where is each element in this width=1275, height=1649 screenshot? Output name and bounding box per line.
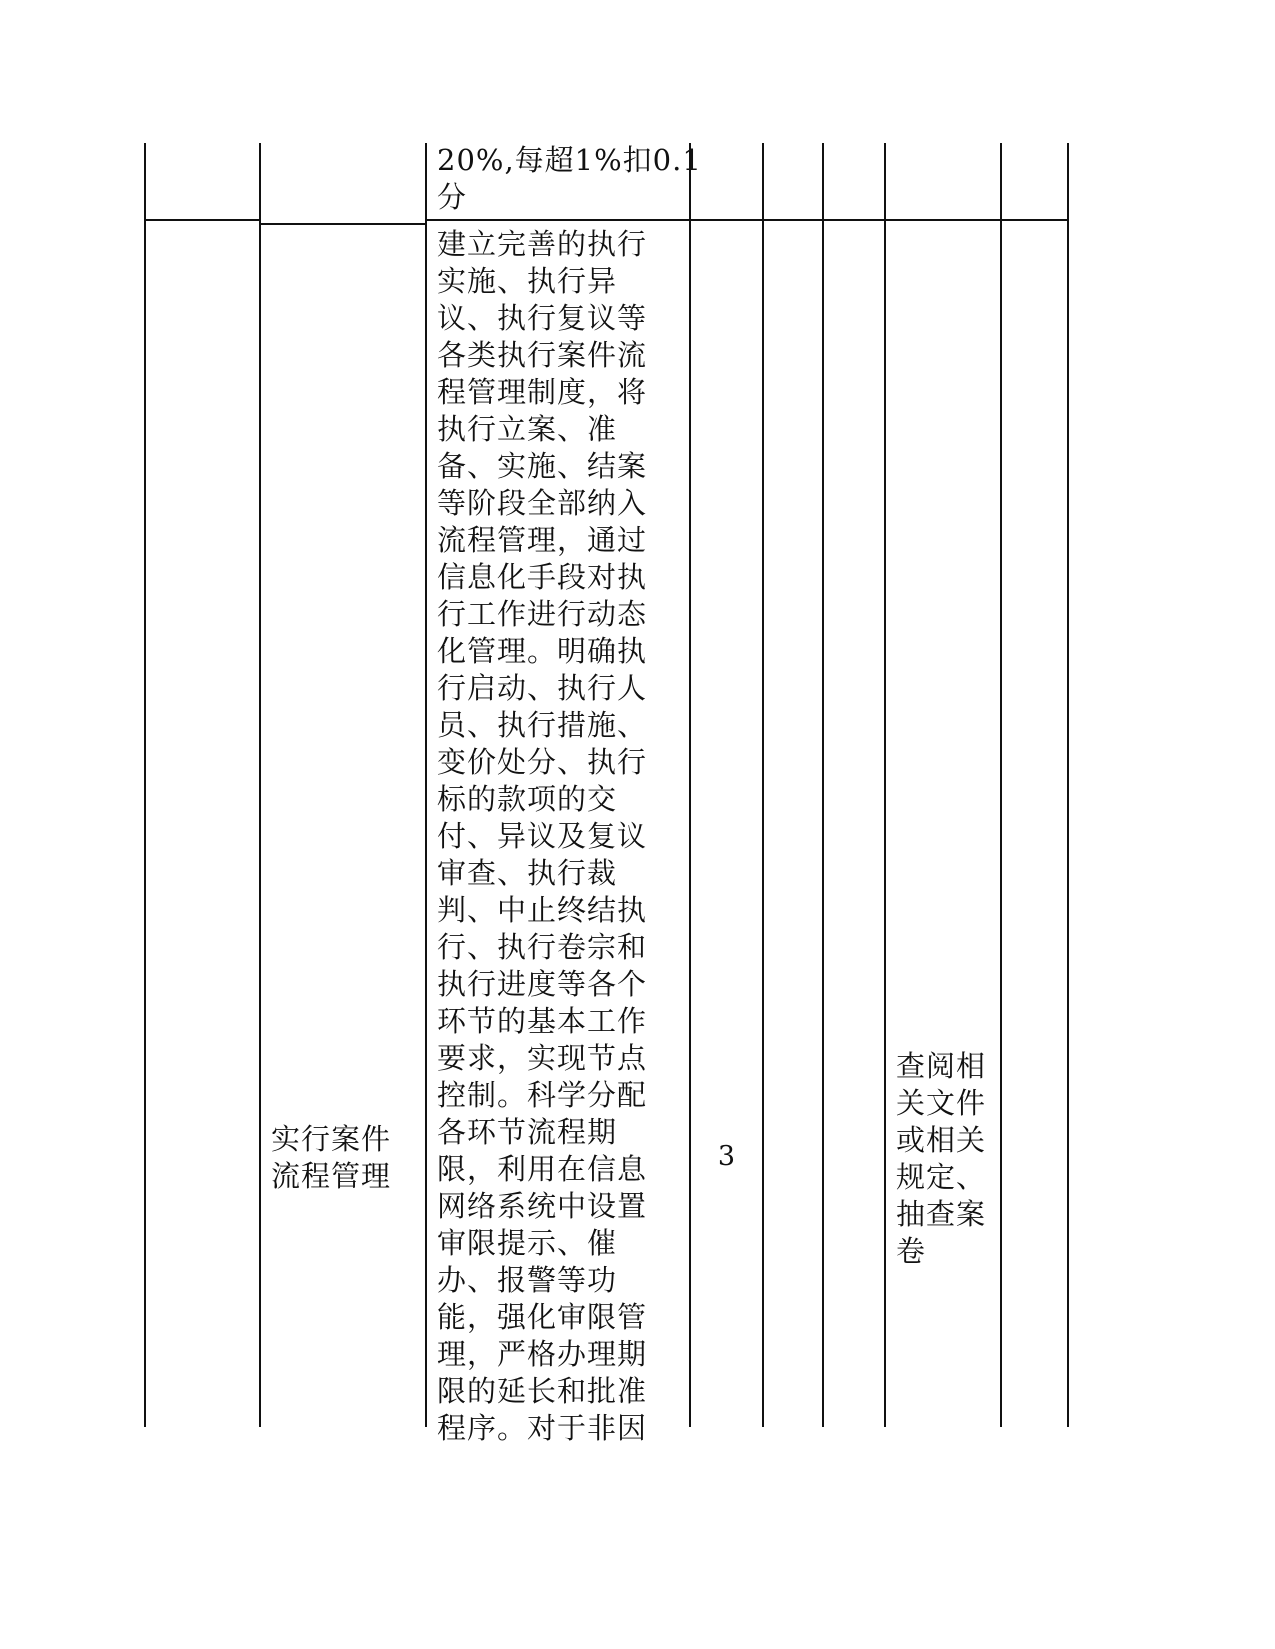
criteria-line: 化管理。明确执: [437, 634, 648, 668]
criteria-line: 程管理制度，将: [437, 375, 648, 409]
method-line: 关文件: [896, 1086, 987, 1120]
criteria-line: 付、异议及复议: [437, 819, 648, 853]
row-separator-col2: [259, 223, 427, 225]
method-line: 查阅相: [896, 1049, 987, 1083]
table-divider-2: [425, 143, 427, 1427]
criteria-line: 程序。对于非因: [437, 1411, 648, 1445]
method-line: 抽查案: [896, 1197, 987, 1231]
item-name-line: 实行案件: [271, 1122, 392, 1156]
criteria-line: 等阶段全部纳入: [437, 486, 648, 520]
criteria-line: 议、执行复议等: [437, 301, 648, 335]
criteria-line: 变价处分、执行: [437, 745, 648, 779]
criteria-line: 分: [437, 180, 468, 214]
criteria-line: 建立完善的执行: [437, 227, 648, 261]
method-line: 卷: [896, 1234, 927, 1268]
table-border-left: [144, 143, 146, 1427]
criteria-line: 行工作进行动态: [437, 597, 648, 631]
method-line: 或相关: [896, 1123, 987, 1157]
table-divider-1: [259, 143, 261, 1427]
row-separator-col1: [144, 219, 261, 221]
table-divider-5: [822, 143, 824, 1427]
criteria-line: 能，强化审限管: [437, 1300, 648, 1334]
criteria-line: 判、中止终结执: [437, 893, 648, 927]
criteria-line: 办、报警等功: [437, 1263, 618, 1297]
criteria-line: 信息化手段对执: [437, 560, 648, 594]
row-separator-rest: [425, 219, 1069, 221]
table-divider-7: [1000, 143, 1002, 1427]
criteria-line: 审查、执行裁: [437, 856, 618, 890]
criteria-line: 行启动、执行人: [437, 671, 648, 705]
criteria-line: 20%,每超1%扣0.1: [437, 143, 702, 177]
criteria-line: 控制。科学分配: [437, 1078, 648, 1112]
criteria-line: 各类执行案件流: [437, 338, 648, 372]
score-value: 3: [717, 1141, 736, 1172]
criteria-line: 员、执行措施、: [437, 708, 648, 742]
criteria-line: 限的延长和批准: [437, 1374, 648, 1408]
criteria-line: 标的款项的交: [437, 782, 618, 816]
criteria-cell: [437, 226, 647, 1447]
criteria-line: 要求，实现节点: [437, 1041, 648, 1075]
criteria-line: 理，严格办理期: [437, 1337, 648, 1371]
criteria-line: 执行立案、准: [437, 412, 618, 446]
criteria-line: 限，利用在信息: [437, 1152, 648, 1186]
criteria-line: 备、实施、结案: [437, 449, 648, 483]
criteria-line: 网络系统中设置: [437, 1189, 648, 1223]
item-name-line: 流程管理: [271, 1159, 392, 1193]
table-divider-3: [689, 143, 691, 1427]
table-border-right: [1067, 143, 1069, 1427]
criteria-line: 审限提示、催: [437, 1226, 618, 1260]
method-line: 规定、: [896, 1160, 987, 1194]
criteria-line: 实施、执行异: [437, 264, 618, 298]
criteria-line: 执行进度等各个: [437, 967, 648, 1001]
table-divider-4: [762, 143, 764, 1427]
criteria-line: 环节的基本工作: [437, 1004, 648, 1038]
item-name-cell: [271, 1121, 391, 1195]
criteria-line: 各环节流程期: [437, 1115, 618, 1149]
top-row-criteria-cell: [437, 142, 702, 216]
table-divider-6: [884, 143, 886, 1427]
criteria-line: 行、执行卷宗和: [437, 930, 648, 964]
criteria-line: 流程管理，通过: [437, 523, 648, 557]
method-cell: [896, 1048, 986, 1270]
